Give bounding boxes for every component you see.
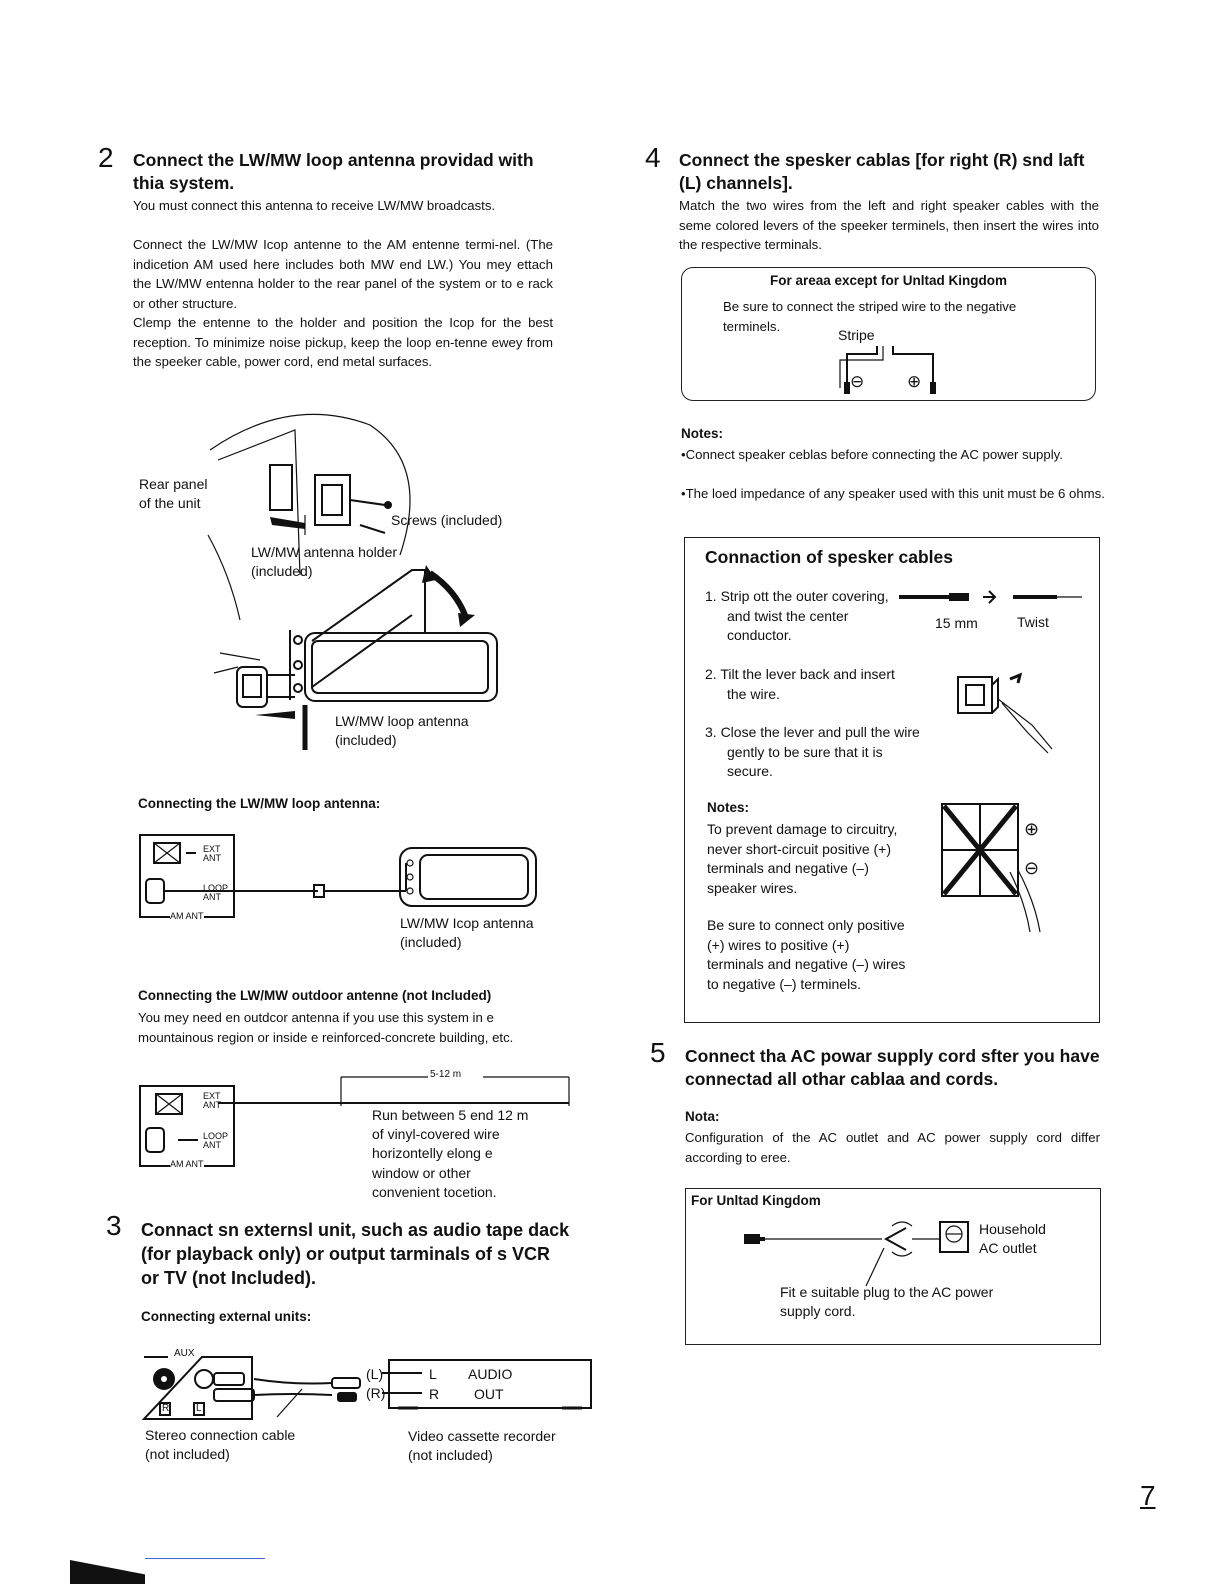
aux-r-label: R	[162, 1403, 170, 1414]
step-5-note-title: Nota:	[685, 1109, 720, 1124]
step-5-heading: Connect tha AC powar supply cord sfter you have connectad all othar cablaa and cords.	[685, 1046, 1100, 1089]
plug-l-label: (L)	[366, 1366, 384, 1382]
sub1-title: Connecting the LW/MW loop antenna:	[138, 796, 381, 811]
out-r-label: R	[429, 1386, 440, 1402]
scan-line	[145, 1558, 265, 1559]
fig-holder-label: LW/MW antenna holder	[251, 544, 398, 560]
run-line-5: convenient tocetion.	[372, 1184, 497, 1200]
cable-label: Stereo connection cable	[145, 1427, 296, 1443]
vcr-label: Video cassette recorder	[408, 1428, 556, 1444]
step-2-heading: Connect the LW/MW loop antenna providad with thia system.	[133, 150, 534, 193]
uk-box-title: For Unltad Kingdom	[691, 1193, 821, 1208]
fit-plug-line-1: Fit e suitable plug to the AC power	[780, 1284, 994, 1300]
cable-included: (not included)	[145, 1446, 230, 1462]
run-line-3: horizontelly elong e	[372, 1145, 493, 1161]
vcr-included: (not included)	[408, 1447, 493, 1463]
speaker-connection-title: Connaction of spesker cables	[705, 547, 953, 567]
step-3-heading: Connact sn externsl unit, such as audio tape dack (for playback only) or output tarminals of s VCR or TV (not Included).	[141, 1220, 570, 1288]
am-ant-label: AM ANT	[170, 911, 204, 921]
sub2-body: You mey need en outdcor antenna if you use this system in e mountainous region or inside e reinforced-concrete building, etc.	[138, 1010, 514, 1045]
distance-label: 5-12 m	[430, 1069, 462, 1080]
loop-ant-label-2: LOOP ANT	[203, 1131, 228, 1150]
step-3-number: 3	[106, 1210, 122, 1241]
step-2-number: 2	[98, 142, 114, 173]
loop-ant-label: LOOP ANT	[203, 883, 228, 902]
step-4-number: 4	[645, 142, 661, 173]
step-2-body-1: Connect the LW/MW Icop antenne to the AM entenne termi-nel. (The indicetion AM used here includes both MW end LW.) You mey ettach the LW/MW entenna holder to the rear panel of the system or to e rack or other structure.	[133, 237, 553, 311]
ext-ant-label: EXT ANT	[203, 844, 221, 863]
conn-notes-title: Notes:	[707, 800, 750, 815]
fig-rear-panel: Rear panel	[139, 476, 208, 492]
conn-step-3: 3. Close the lever and pull the wire gently to be sure that it is secure.	[705, 724, 920, 779]
sub1-loop-included: (included)	[400, 934, 462, 950]
household-label: Household	[979, 1221, 1046, 1237]
plus-terminal: ⊕	[907, 372, 922, 391]
run-line-4: window or other	[372, 1165, 471, 1181]
step-4-body: Match the two wires from the left and right speaker cables with the seme colored levers of the speeker terminels, then insert the wires into the respective terminals.	[679, 198, 1099, 252]
conn-note-1: To prevent damage to circuitry, never short-circuit positive (+) terminals and negative (–) speaker wires.	[707, 821, 898, 896]
am-ant-label-2: AM ANT	[170, 1159, 204, 1169]
plus-symbol: ⊕	[1024, 819, 1040, 839]
strip-15mm: 15 mm	[935, 615, 978, 631]
aux-l-label: L	[196, 1403, 202, 1414]
aux-label: AUX	[174, 1348, 195, 1359]
step-5-number: 5	[650, 1037, 666, 1068]
lever-figure	[952, 665, 1062, 755]
run-line-1: Run between 5 end 12 m	[372, 1107, 529, 1123]
audio-label: AUDIO	[468, 1366, 513, 1382]
step-5-note-body: Configuration of the AC outlet and AC power supply cord differ according to eree.	[685, 1130, 1100, 1165]
sub2-title: Connecting the LW/MW outdoor antenne (not Included)	[138, 988, 492, 1003]
plug-r-label: (R)	[366, 1385, 386, 1401]
plug-outlet-figure	[742, 1218, 982, 1288]
conn-step-1: 1. Strip ott the outer covering, and twist the center conductor.	[705, 588, 889, 643]
fig-loop-label: LW/MW loop antenna	[335, 713, 469, 729]
ext-ant-label-2: EXT ANT	[203, 1091, 221, 1110]
step-2-body-2: Clemp the entenne to the holder and position the Icop for the best reception. To minimize noise pickup, keep the loop en-tenne ewey from the speeker cable, power cord, end metal surfaces.	[133, 315, 553, 369]
conn-note-2: Be sure to connect only positive (+) wires to positive (+) terminals and negative (–) wires to negative (–) terminels.	[707, 917, 906, 992]
non-uk-box-body: Be sure to connect the striped wire to the negative terminels.	[723, 299, 1017, 334]
out-label: OUT	[474, 1386, 504, 1402]
sub1-loop-label: LW/MW Icop antenna	[400, 915, 534, 931]
step-4-heading: Connect the spesker cablas [for right (R) snd laft (L) channels].	[679, 150, 1085, 193]
note-1: •Connect speaker ceblas before connecting the AC power supply.	[681, 447, 1063, 462]
fig-loop-included: (included)	[335, 732, 397, 748]
page-number: 7	[1140, 1480, 1156, 1511]
scan-artifact	[70, 1560, 145, 1584]
stripe-label: Stripe	[838, 326, 875, 346]
ac-outlet-label: AC outlet	[979, 1240, 1037, 1256]
strip-wire-figure	[897, 588, 1087, 608]
fig-holder-included: (included)	[251, 563, 313, 579]
fit-plug-line-2: supply cord.	[780, 1303, 856, 1319]
minus-terminal: ⊖	[850, 372, 865, 391]
fig-of-unit: of the unit	[139, 495, 201, 511]
conn-step-2: 2. Tilt the lever back and insert the wire.	[705, 666, 895, 702]
fig-screws-label: Screws (included)	[391, 512, 503, 528]
strip-twist: Twist	[1017, 614, 1049, 630]
minus-symbol: ⊖	[1024, 858, 1040, 878]
out-l-label: L	[429, 1366, 437, 1382]
run-line-2: of vinyl-covered wire	[372, 1126, 500, 1142]
note-2: •The loed impedance of any speaker used with this unit must be 6 ohms.	[681, 486, 1105, 501]
notes-title: Notes:	[681, 426, 724, 441]
antenna-holder-figure	[130, 405, 570, 765]
step-2-intro: You must connect this antenna to receive LW/MW broadcasts.	[133, 198, 496, 213]
non-uk-box-title: For areaa except for Unltad Kingdom	[769, 273, 1008, 288]
step-3-subtitle: Connecting external units:	[141, 1309, 312, 1324]
